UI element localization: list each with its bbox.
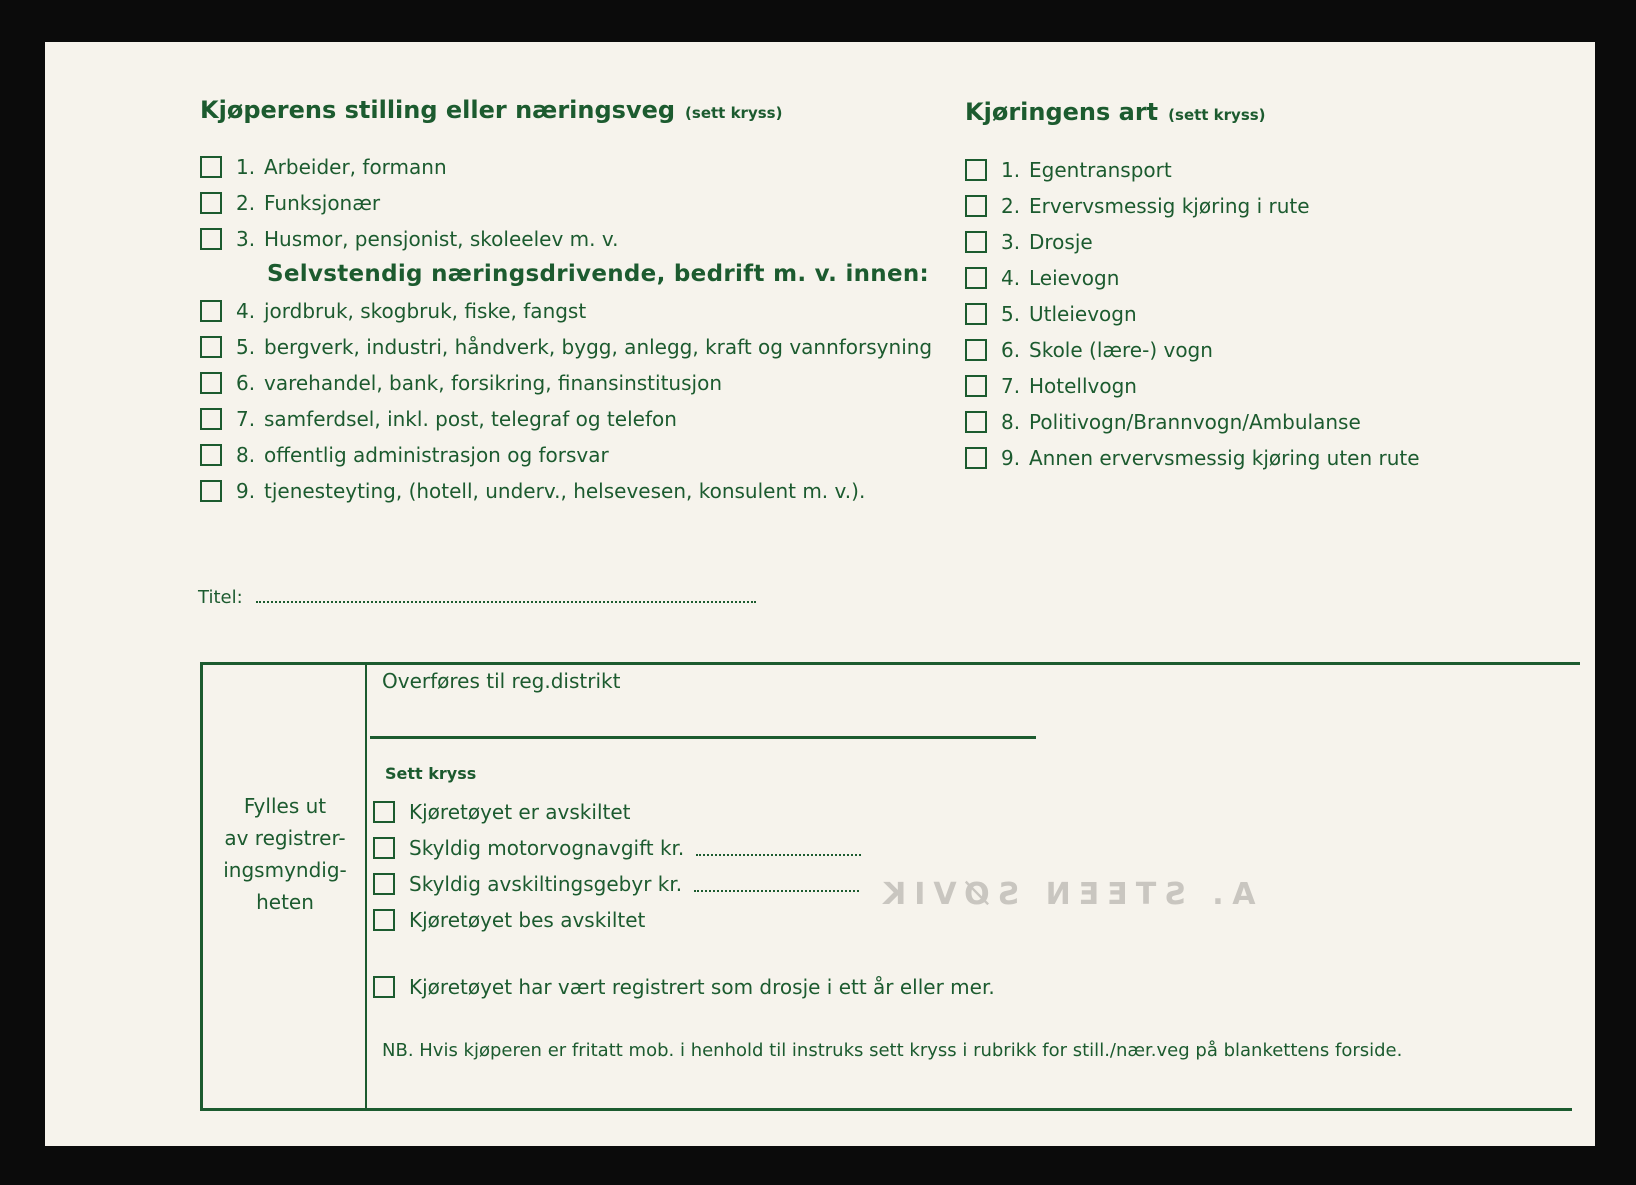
- title-dotted-line[interactable]: [256, 601, 756, 603]
- check-motor-tax[interactable]: Skyldig motorvognavgift kr.: [373, 833, 861, 863]
- title-label: Titel:: [198, 587, 243, 608]
- checkbox[interactable]: [965, 195, 987, 217]
- fee-amount-line[interactable]: [694, 890, 859, 892]
- checkbox[interactable]: [200, 336, 222, 358]
- checkbox[interactable]: [200, 300, 222, 322]
- checkbox[interactable]: [965, 447, 987, 469]
- checkbox[interactable]: [200, 372, 222, 394]
- driving-item-8[interactable]: 8. Politivogn/Brannvogn/Ambulanse: [965, 407, 1361, 437]
- driving-item-5[interactable]: 5. Utleievogn: [965, 299, 1137, 329]
- checkbox[interactable]: [200, 480, 222, 502]
- driving-item-4[interactable]: 4. Leievogn: [965, 263, 1119, 293]
- checkbox[interactable]: [965, 411, 987, 433]
- checkbox[interactable]: [965, 303, 987, 325]
- item-label: Leievogn: [1029, 266, 1120, 290]
- box-divider: [365, 662, 367, 1110]
- occupation-item-9[interactable]: 9. tjenesteyting, (hotell, underv., helsevesen, konsulent m. v.).: [200, 476, 865, 506]
- transfer-district-label: Overføres til reg.distrikt: [382, 669, 621, 693]
- occupation-item-3[interactable]: 3. Husmor, pensjonist, skoleelev m. v.: [200, 224, 618, 254]
- item-label: Annen ervervsmessig kjøring uten rute: [1029, 446, 1420, 470]
- item-label: Ervervsmessig kjøring i rute: [1029, 194, 1310, 218]
- checkbox[interactable]: [965, 267, 987, 289]
- right-section-title: [965, 98, 1266, 126]
- self-employed-subheading: Selvstendig næringsdrivende, bedrift m. v. innen:: [267, 261, 930, 287]
- checkbox[interactable]: [200, 156, 222, 178]
- item-label: Husmor, pensjonist, skoleelev m. v.: [264, 227, 619, 251]
- check-request-deregister[interactable]: Kjøretøyet bes avskiltet: [373, 905, 645, 935]
- occupation-item-4[interactable]: 4. jordbruk, skogbruk, fiske, fangst: [200, 296, 586, 326]
- occupation-item-1[interactable]: 1. Arbeider, formann: [200, 152, 447, 182]
- checkbox[interactable]: [200, 228, 222, 250]
- checkbox[interactable]: [965, 339, 987, 361]
- item-label: varehandel, bank, forsikring, finansinstitusjon: [264, 371, 722, 395]
- checkbox[interactable]: [373, 873, 395, 895]
- item-label: offentlig administrasjon og forsvar: [264, 443, 609, 467]
- transfer-district-line[interactable]: [370, 736, 1036, 739]
- occupation-item-5[interactable]: 5. bergverk, industri, håndverk, bygg, anlegg, kraft og vannforsyning: [200, 332, 932, 362]
- checkbox[interactable]: [965, 375, 987, 397]
- checkbox[interactable]: [200, 192, 222, 214]
- checkbox[interactable]: [373, 801, 395, 823]
- checkbox[interactable]: [965, 231, 987, 253]
- faded-stamp: A. STEEN SØVIK: [875, 877, 1256, 912]
- item-label: Politivogn/Brannvogn/Ambulanse: [1029, 410, 1361, 434]
- check-deregistration-fee[interactable]: Skyldig avskiltingsgebyr kr.: [373, 869, 859, 899]
- motor-tax-amount-line[interactable]: [696, 854, 861, 856]
- box-left-border: [200, 662, 203, 1110]
- exemption-note: NB. Hvis kjøperen er fritatt mob. i henhold til instruks sett kryss i rubrikk for still./nær.veg på blankettens forside.: [382, 1040, 1403, 1061]
- occupation-item-8[interactable]: 8. offentlig administrasjon og forsvar: [200, 440, 609, 470]
- left-section-hint: (sett kryss): [685, 104, 783, 122]
- registration-authority-label: Fylles ut av registrer- ingsmyndig- heten: [223, 794, 347, 914]
- item-label: Hotellvogn: [1029, 374, 1137, 398]
- item-label: Utleievogn: [1029, 302, 1137, 326]
- checkbox[interactable]: [200, 444, 222, 466]
- driving-item-3[interactable]: 3. Drosje: [965, 227, 1093, 257]
- driving-item-9[interactable]: 9. Annen ervervsmessig kjøring uten rute: [965, 443, 1420, 473]
- driving-item-2[interactable]: 2. Ervervsmessig kjøring i rute: [965, 191, 1310, 221]
- item-label: samferdsel, inkl. post, telegraf og telefon: [264, 407, 677, 431]
- occupation-item-6[interactable]: 6. varehandel, bank, forsikring, finansinstitusjon: [200, 368, 722, 398]
- checkbox[interactable]: [373, 837, 395, 859]
- checkbox[interactable]: [200, 408, 222, 430]
- item-label: Skole (lære-) vogn: [1029, 338, 1213, 362]
- checkbox[interactable]: [373, 909, 395, 931]
- item-label: Drosje: [1029, 230, 1093, 254]
- driving-item-7[interactable]: 7. Hotellvogn: [965, 371, 1137, 401]
- occupation-item-7[interactable]: 7. samferdsel, inkl. post, telegraf og telefon: [200, 404, 677, 434]
- checkbox[interactable]: [373, 976, 395, 998]
- box-bottom-border: [200, 1108, 1572, 1111]
- driving-item-6[interactable]: 6. Skole (lære-) vogn: [965, 335, 1213, 365]
- item-label: tjenesteyting, (hotell, underv., helsevesen, konsulent m. v.).: [264, 479, 866, 503]
- check-hint: Sett kryss: [385, 764, 477, 783]
- checkbox[interactable]: [965, 159, 987, 181]
- item-label: jordbruk, skogbruk, fiske, fangst: [264, 299, 587, 323]
- box-top-border: [200, 662, 1580, 665]
- item-label: Funksjonær: [264, 191, 381, 215]
- driving-item-1[interactable]: 1. Egentransport: [965, 155, 1172, 185]
- item-label: Egentransport: [1029, 158, 1172, 182]
- right-section-title-text: Kjøringens art: [965, 98, 1159, 126]
- form-paper: [45, 42, 1595, 1146]
- right-section-hint: (sett kryss): [1168, 106, 1266, 124]
- check-deregistered[interactable]: Kjøretøyet er avskiltet: [373, 797, 631, 827]
- left-section-title-text: Kjøperens stilling eller næringsveg: [200, 96, 676, 124]
- title-field[interactable]: [198, 587, 756, 608]
- left-section-title: [200, 96, 782, 124]
- occupation-item-2[interactable]: 2. Funksjonær: [200, 188, 380, 218]
- item-label: bergverk, industri, håndverk, bygg, anlegg, kraft og vannforsyning: [264, 335, 933, 359]
- check-taxi-history[interactable]: Kjøretøyet har vært registrert som drosje i ett år eller mer.: [373, 972, 995, 1002]
- item-label: Arbeider, formann: [264, 155, 447, 179]
